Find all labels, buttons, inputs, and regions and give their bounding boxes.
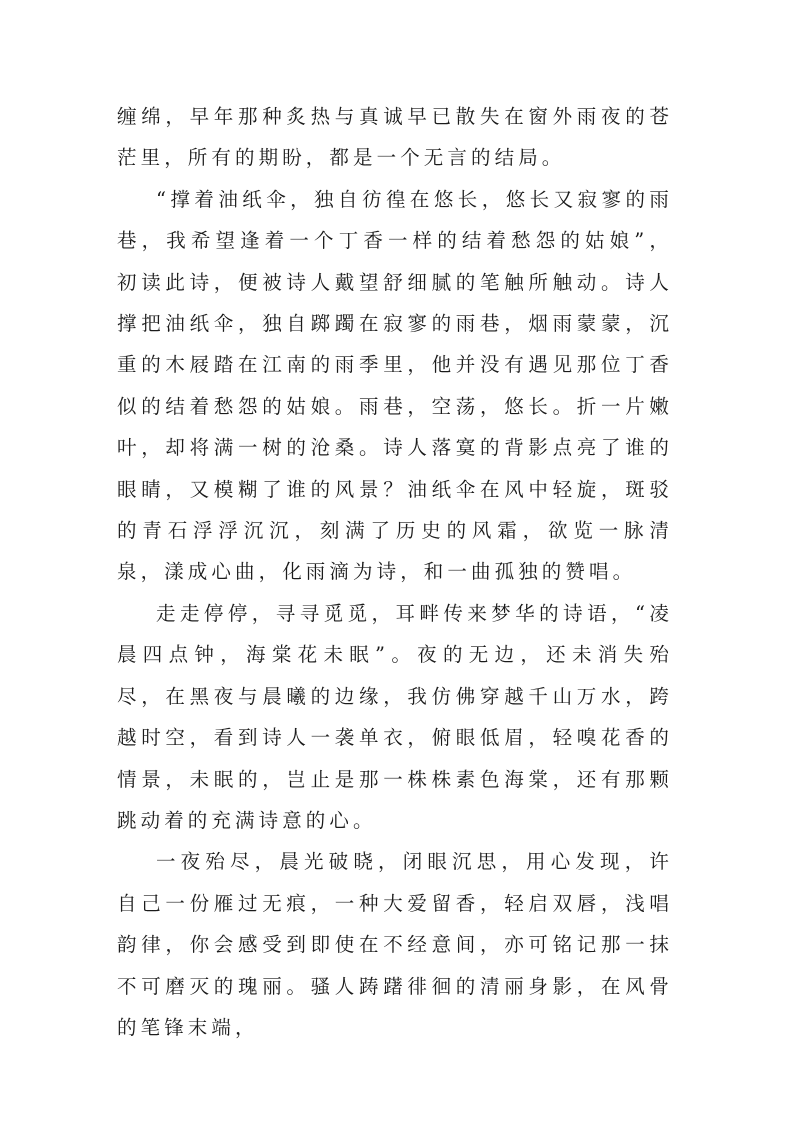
paragraph-3: 走走停停，寻寻觅觅，耳畔传来梦华的诗语，“凌晨四点钟，海棠花未眠”。夜的无边，还未消失殆尽，在黑夜与晨曦的边缘，我仿佛穿越千山万水，跨越时空，看到诗人一袭单衣，俯眼低眉，轻嗅花香的情景，未眠的，岂止是那一株株素色海棠，还有那颗跳动着的充满诗意的心。 — [117, 601, 673, 832]
paragraph-4: 一夜殆尽，晨光破晓，闭眼沉思，用心发现，许自己一份雁过无痕，一种大爱留香，轻启双唇，浅唱韵律，你会感受到即使在不经意间，亦可铭记那一抹不可磨灭的瑰丽。骚人踌躇徘徊的清丽身影，在风骨的笔锋末端， — [117, 850, 673, 1039]
document-text-body — [117, 96, 673, 1048]
paragraph-1: 缠绵，早年那种炙热与真诚早已散失在窗外雨夜的苍茫里，所有的期盼，都是一个无言的结局。 — [117, 105, 673, 170]
paragraph-2: “撑着油纸伞，独自彷徨在悠长，悠长又寂寥的雨巷，我希望逢着一个丁香一样的结着愁怨的姑娘”，初读此诗，便被诗人戴望舒细腻的笔触所触动。诗人撑把油纸伞，独自踯躅在寂寥的雨巷，烟雨蒙蒙，沉重的木屐踏在江南的雨季里，他并没有遇见那位丁香似的结着愁怨的姑娘。雨巷，空荡，悠长。折一片嫩叶，却将满一树的沧桑。诗人落寞的背影点亮了谁的眼睛，又模糊了谁的风景？油纸伞在风中轻旋，斑驳的青石浮浮沉沉，刻满了历史的风霜，欲览一脉清泉，漾成心曲，化雨滴为诗，和一曲孤独的赞唱。 — [117, 187, 673, 584]
